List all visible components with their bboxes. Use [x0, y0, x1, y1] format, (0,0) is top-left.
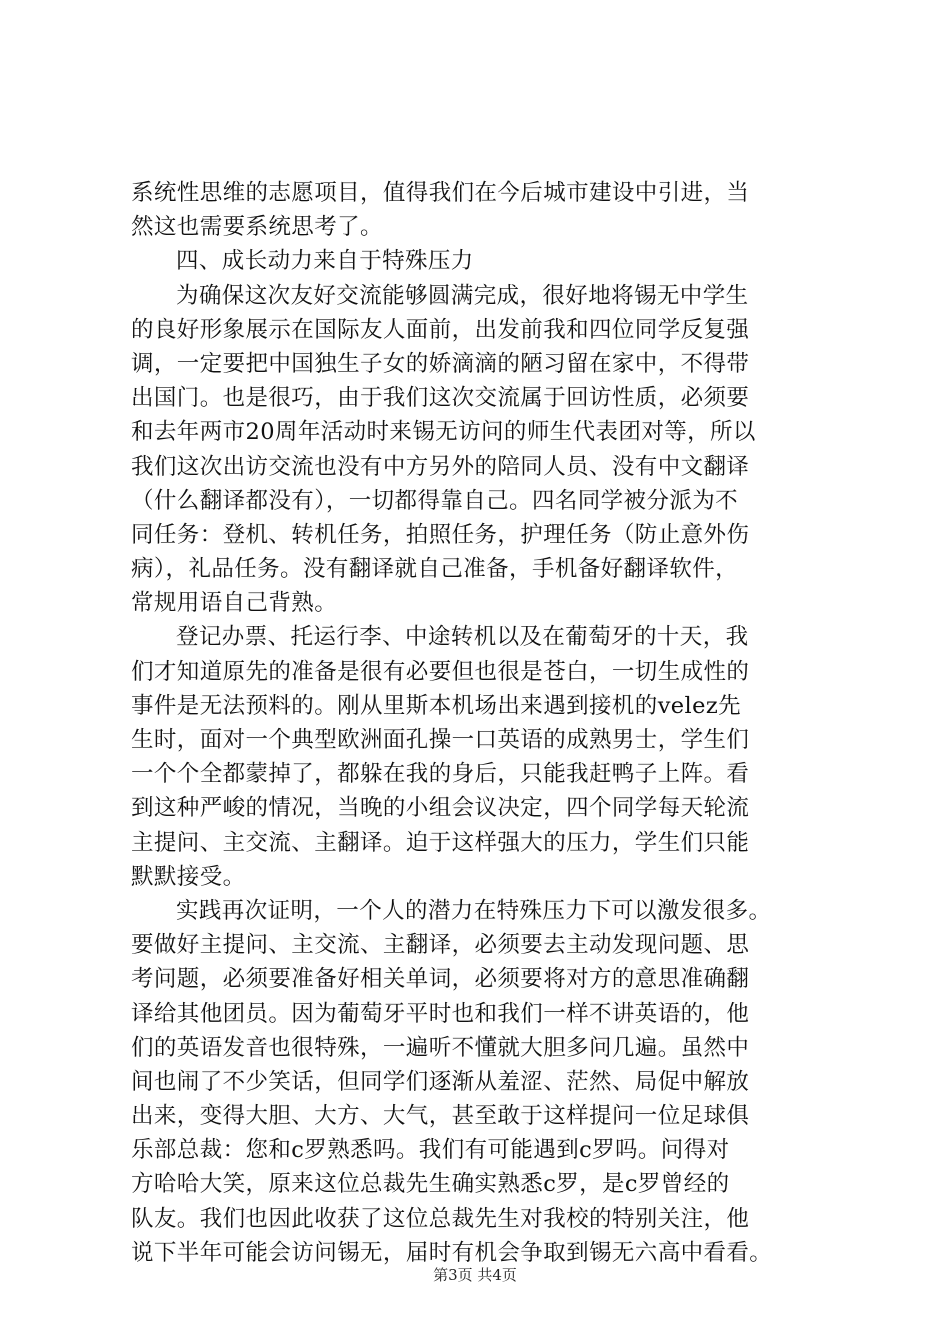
text-line: 要做好主提问、主交流、主翻译，必须要去主动发现问题、思 — [131, 932, 750, 959]
text-line: 实践再次证明，一个人的潜力在特殊压力下可以激发很多。 — [176, 897, 772, 924]
text-line: 和去年两市20周年活动时来锡无访问的师生代表团对等，所以 — [131, 419, 756, 446]
text-line: （什么翻译都没有），一切都得靠自己。四名同学被分派为不 — [131, 487, 739, 514]
text-line: 调，一定要把中国独生子女的娇滴滴的陋习留在家中，不得带 — [131, 350, 750, 377]
text-line: 们的英语发音也很特殊，一遍听不懂就大胆多问几遍。虽然中 — [131, 1034, 750, 1061]
page-number-footer: 第3页 共4页 — [433, 1266, 517, 1284]
text-line: 到这种严峻的情况，当晚的小组会议决定，四个同学每天轮流 — [131, 795, 750, 822]
text-line: 默默接受。 — [131, 863, 246, 890]
section-heading: 四、成长动力来自于特殊压力 — [176, 248, 474, 275]
text-line: 们才知道原先的准备是很有必要但也很是苍白，一切生成性的 — [131, 658, 750, 685]
text-line: 系统性思维的志愿项目，值得我们在今后城市建设中引进，当 — [131, 180, 750, 206]
text-line: 常规用语自己背熟。 — [131, 590, 338, 617]
text-line: 主提问、主交流、主翻译。迫于这样强大的压力，学生们只能 — [131, 829, 750, 856]
text-line: 生时，面对一个典型欧洲面孔操一口英语的成熟男士，学生们 — [131, 727, 750, 753]
text-line: 乐部总裁：您和c罗熟悉吗。我们有可能遇到c罗吗。问得对 — [131, 1137, 730, 1164]
text-line: 事件是无法预料的。刚从里斯本机场出来遇到接机的velez先 — [131, 692, 741, 719]
text-line: 说下半年可能会访问锡无，届时有机会争取到锡无六高中看看。 — [131, 1239, 773, 1266]
text-line: 同任务：登机、转机任务，拍照任务，护理任务（防止意外伤 — [131, 521, 750, 548]
text-line: 然这也需要系统思考了。 — [131, 214, 383, 241]
text-line: 的良好形象展示在国际友人面前，出发前我和四位同学反复强 — [131, 316, 750, 343]
document-body — [131, 176, 843, 1270]
text-line: 出国门。也是很巧，由于我们这次交流属于回访性质，必须要 — [131, 385, 750, 412]
text-line: 方哈哈大笑，原来这位总裁先生确实熟悉c罗，是c罗曾经的 — [131, 1171, 730, 1198]
text-line: 登记办票、托运行李、中途转机以及在葡萄牙的十天，我 — [176, 624, 749, 651]
text-line: 考问题，必须要准备好相关单词，必须要将对方的意思准确翻 — [131, 966, 750, 993]
text-line: 为确保这次友好交流能够圆满完成，很好地将锡无中学生 — [176, 282, 749, 309]
text-line: 队友。我们也因此收获了这位总裁先生对我校的特别关注，他 — [131, 1205, 750, 1232]
text-line: 出来，变得大胆、大方、大气，甚至敢于这样提问一位足球俱 — [131, 1103, 750, 1130]
text-line: 一个个全都蒙掉了，都躲在我的身后，只能我赶鸭子上阵。看 — [131, 761, 750, 788]
text-line: 间也闹了不少笑话，但同学们逐渐从羞涩、茫然、局促中解放 — [131, 1068, 750, 1095]
text-line: 我们这次出访交流也没有中方另外的陪同人员、没有中文翻译 — [131, 453, 750, 480]
text-line: 译给其他团员。因为葡萄牙平时也和我们一样不讲英语的，他 — [131, 1000, 750, 1027]
text-line: 病），礼品任务。没有翻译就自己准备，手机备好翻译软件， — [131, 556, 739, 583]
